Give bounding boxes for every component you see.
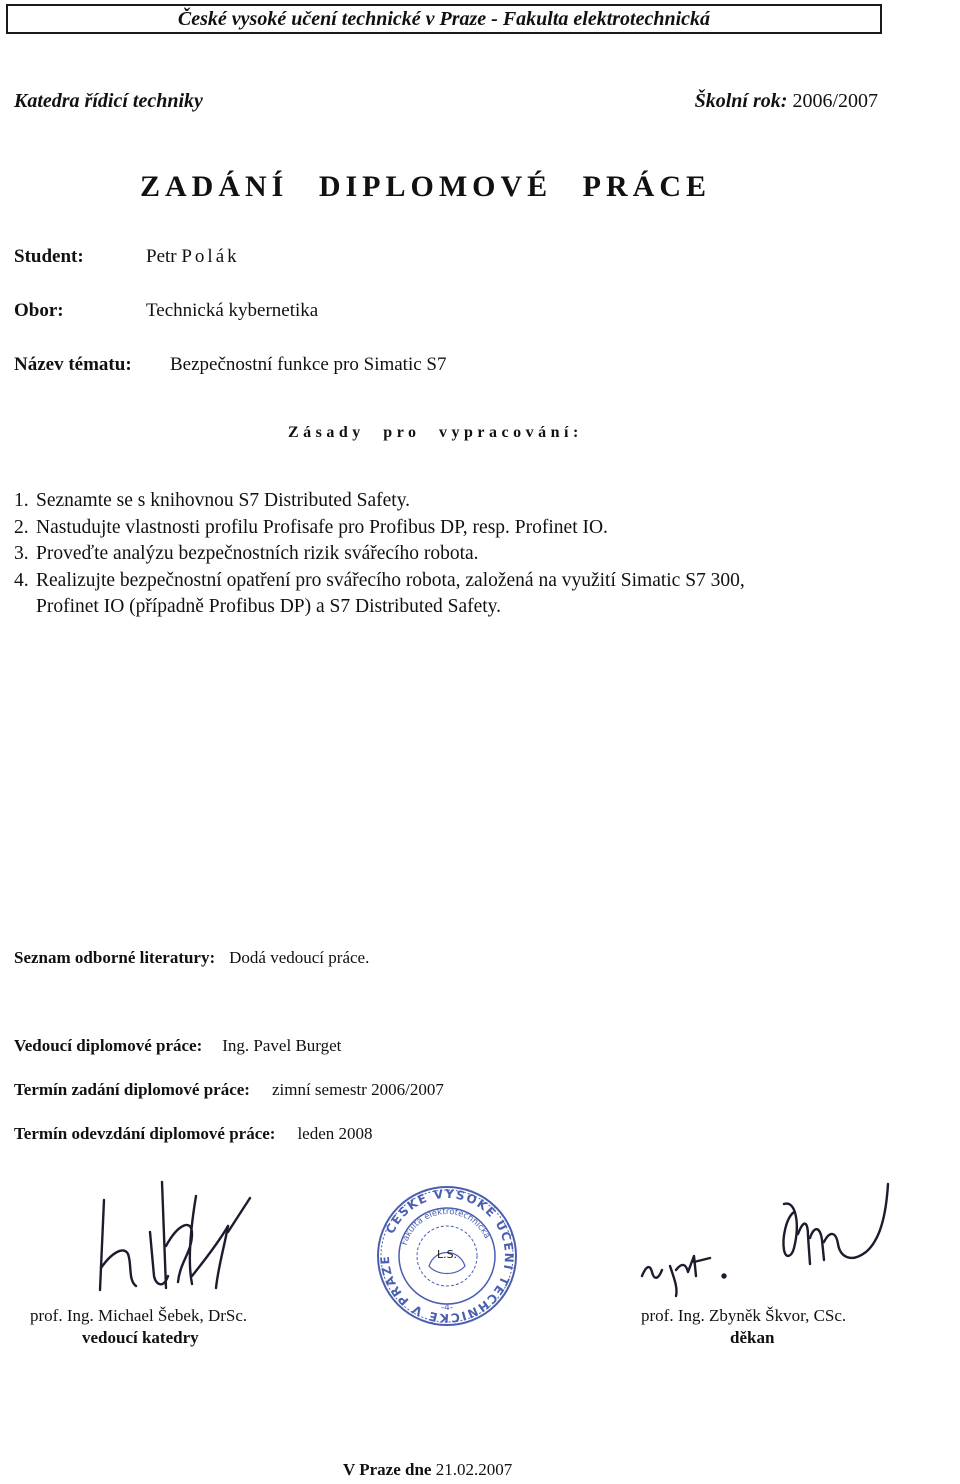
submission-value: leden 2008 — [297, 1124, 373, 1143]
head-signature — [88, 1172, 268, 1300]
supervisor-row — [14, 1036, 341, 1056]
item-number: 2. — [14, 516, 29, 538]
head-name: prof. Ing. Michael Šebek, DrSc. — [30, 1306, 248, 1325]
school-year-label: Školní rok: — [694, 90, 788, 112]
list-item — [14, 488, 914, 515]
supervisor-value: Ing. Pavel Burget — [222, 1036, 342, 1055]
svg-text:Fakulta elektrotechnická: Fakulta elektrotechnická — [399, 1206, 492, 1247]
field-label: Obor: — [14, 300, 64, 321]
literature-row — [14, 948, 369, 968]
item-number: 1. — [14, 490, 29, 511]
topic-value: Bezpečnostní funkce pro Simatic S7 — [170, 354, 447, 375]
item-text-continuation: Profinet IO (případně Profibus DP) a S7 Distributed Safety. — [36, 596, 502, 617]
item-text: Seznamte se s knihovnou S7 Distributed Safety. — [36, 490, 411, 511]
faculty-seal — [375, 1184, 519, 1328]
item-text: Nastudujte vlastnosti profilu Profisafe pro Profibus DP, resp. Profinet IO. — [36, 516, 608, 538]
assignment-value: zimní semestr 2006/2007 — [271, 1080, 444, 1099]
dean-role: děkan — [730, 1328, 775, 1347]
institution-name: České vysoké učení technické v Praze - Fakulta elektrotechnická — [177, 7, 711, 30]
list-item — [14, 515, 914, 542]
item-number: 4. — [14, 569, 29, 591]
school-year — [695, 90, 878, 113]
list-item — [14, 541, 914, 568]
assignment-label: Termín zadání diplomové práce: — [14, 1080, 250, 1099]
guidelines-list — [14, 488, 914, 621]
topic-label: Název tématu: — [14, 354, 132, 375]
seal-center-text: L.S. — [436, 1248, 458, 1261]
institution-header — [6, 4, 882, 34]
seal-number-text: -4- — [440, 1303, 454, 1313]
student-name — [146, 246, 240, 268]
guidelines-heading: Zásady pro vypracování: — [288, 424, 583, 441]
head-role: vedoucí katedry — [82, 1328, 199, 1347]
svg-text:ČESKÉ VYSOKÉ UČENÍ TECHNICKÉ V: ČESKÉ VYSOKÉ UČENÍ TECHNICKÉ V PRAZE — [377, 1186, 517, 1326]
item-text: Realizujte bezpečnostní opatření pro svářecího robota, založená na využití Simatic S7 300, — [36, 569, 745, 591]
place-and-date — [343, 1460, 512, 1480]
document-title: ZADÁNÍ DIPLOMOVÉ PRÁCE — [140, 170, 712, 203]
submission-row — [14, 1124, 373, 1144]
item-text: Proveďte analýzu bezpečnostních rizik svářecího robota. — [36, 543, 479, 564]
dean-signature — [636, 1178, 898, 1302]
student-label: Student: — [14, 246, 84, 267]
literature-value: Dodá vedoucí práce. — [229, 948, 370, 967]
submission-label: Termín odevzdání diplomové práce: — [14, 1124, 276, 1143]
student-first-name: Petr — [146, 246, 177, 267]
assignment-row — [14, 1080, 444, 1100]
place-label: V Praze dne — [343, 1460, 432, 1479]
field-value: Technická kybernetika — [146, 300, 319, 321]
list-item — [14, 568, 914, 595]
issue-date: 21.02.2007 — [435, 1460, 513, 1479]
dean-name: prof. Ing. Zbyněk Škvor, CSc. — [641, 1306, 847, 1325]
school-year-value: 2006/2007 — [792, 90, 878, 112]
student-last-name: Polák — [181, 246, 240, 267]
literature-label: Seznam odborné literatury: — [14, 948, 216, 967]
department-name: Katedra řídicí techniky — [14, 90, 203, 112]
item-number: 3. — [14, 543, 29, 564]
supervisor-label: Vedoucí diplomové práce: — [14, 1036, 203, 1055]
